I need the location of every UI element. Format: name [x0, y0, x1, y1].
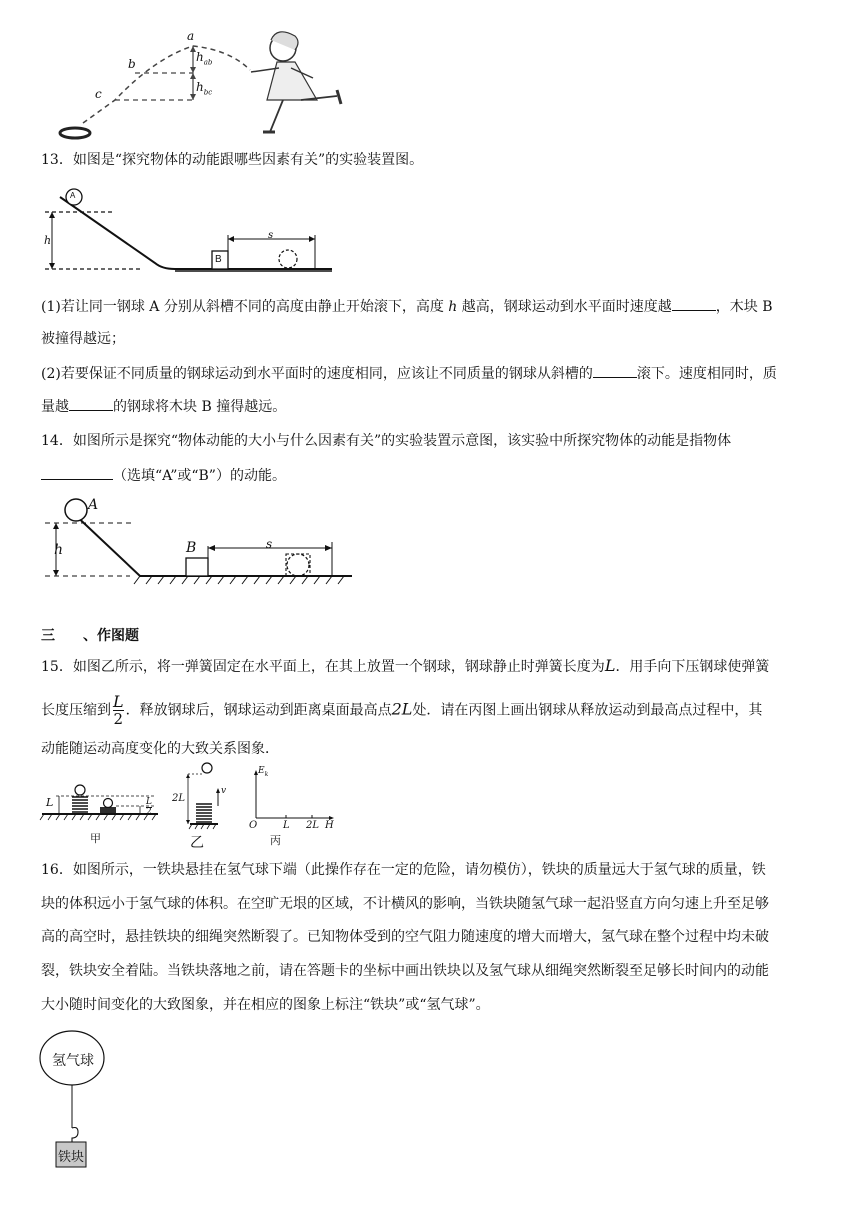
q13-blank-2[interactable]: [593, 363, 637, 378]
q13-stem: 13．如图是“探究物体的动能跟哪些因素有关”的实验装置图。: [41, 152, 424, 168]
q13-part1-line2: 被撞得越远；: [41, 331, 125, 347]
q15-label-yi: 乙: [190, 835, 204, 851]
q13-s-label: s: [268, 230, 274, 241]
section-heading: [41, 625, 139, 645]
q15-yi-v-label: v: [221, 786, 227, 796]
balloon-label: 氢气球: [52, 1053, 94, 1069]
q15-label-jia: 甲: [90, 832, 101, 845]
q16-line5: 大小随时间变化的大致图象，并在相应的图象上标注“铁块”或“氢气球”。: [41, 997, 490, 1013]
q15-line2: 长度压缩到 $\frac{L}{2}$ ．释放钢球后，钢球运动到距离桌面最高点2L处．请在丙图上画出钢球从释放运动到最高点过程中，其: [41, 692, 763, 728]
q15-line3: 动能随运动高度变化的大致关系图象．: [41, 741, 279, 757]
q16-line4: 裂，铁块安全着陆。当铁块落地之前，请在答题卡的坐标中画出铁块以及氢气球从细绳突然断裂至足够长时间内的动能: [41, 963, 769, 979]
point-c-label: c: [95, 87, 102, 101]
h-ab-label: $h_{ab}$: [196, 50, 213, 67]
q16-line2: 块的体积远小于氢气球的体积。在空旷无垠的区域，不计横风的影响，当铁块随氢气球一起沿竖直方向匀速上升至足够: [41, 896, 769, 912]
q15-label-bing: 丙: [270, 834, 281, 847]
q14-blank[interactable]: [41, 465, 113, 480]
q15-bing-L-tick-label: L: [283, 820, 290, 831]
q15-jia-L2-label: L 2: [146, 797, 152, 817]
section-title: 、作图题: [83, 628, 139, 644]
q14-h-label: h: [54, 542, 64, 558]
q13-part1-line1: (1)若让同一钢球 A 分别从斜槽不同的高度由静止开始滚下，高度 h 越高，钢球运动到水平面时速度越 ，木块 B: [41, 296, 773, 317]
q16-line1: 16．如图所示，一铁块悬挂在氢气球下端（此操作存在一定的危险，请勿模仿），铁块的质量远大于氢气球的质量，铁: [41, 862, 766, 878]
q13-blank-3[interactable]: [69, 396, 113, 411]
point-b-label: b: [128, 57, 136, 71]
q15-bing-Ek-label: $E_k$: [258, 766, 269, 778]
q14-stem-line2: （选填“A”或“B”）的动能。: [41, 465, 286, 486]
q13-blank-1[interactable]: [672, 296, 716, 311]
q15-line1: 15．如图乙所示，将一弹簧固定在水平面上，在其上放置一个钢球，钢球静止时弹簧长度为L．用手向下压钢球使弹簧: [41, 656, 770, 675]
q14-stem-line1: 14．如图所示是探究“物体动能的大小与什么因素有关”的实验装置示意图，该实验中所探究物体的动能是指物体: [41, 433, 732, 449]
fraction-L-over-2: $\frac{L}{2}$: [113, 692, 124, 728]
q14-s-label: s: [266, 537, 273, 551]
q16-line3: 高的高空时，悬挂铁块的细绳突然断裂了。已知物体受到的空气阻力随速度的增大而增大，氢气球在整个过程中均未破: [41, 929, 769, 945]
q13-ramp-figure: [40, 185, 340, 275]
q15-yi-2L-label: 2L: [172, 793, 186, 804]
q15-bing-H-label: H: [325, 820, 334, 831]
iron-block-label: 铁块: [58, 1150, 85, 1165]
q13-h-label: h: [44, 234, 52, 247]
q13-part2-line2: 量越 的钢球将木块 B 撞得越远。: [41, 396, 286, 417]
q14-block-B-label: B: [186, 540, 197, 556]
q15-bing-O-label: O: [249, 820, 258, 831]
point-a-label: a: [187, 29, 195, 43]
q13-part2-line1: (2)若要保证不同质量的钢球运动到水平面时的速度相同，应该让不同质量的钢球从斜槽的 滚下。速度相同时，质: [41, 363, 777, 384]
q14-ball-A-label: A: [88, 497, 99, 513]
h-bc-label: $h_{bc}$: [196, 80, 213, 97]
q13-block-B-label: B: [215, 254, 222, 265]
section-number: 三: [41, 628, 55, 644]
q15-jia-L-label: L: [46, 796, 54, 809]
q13-ball-A-label: A: [70, 191, 76, 200]
q15-bing-2L-tick-label: 2L: [306, 820, 320, 831]
